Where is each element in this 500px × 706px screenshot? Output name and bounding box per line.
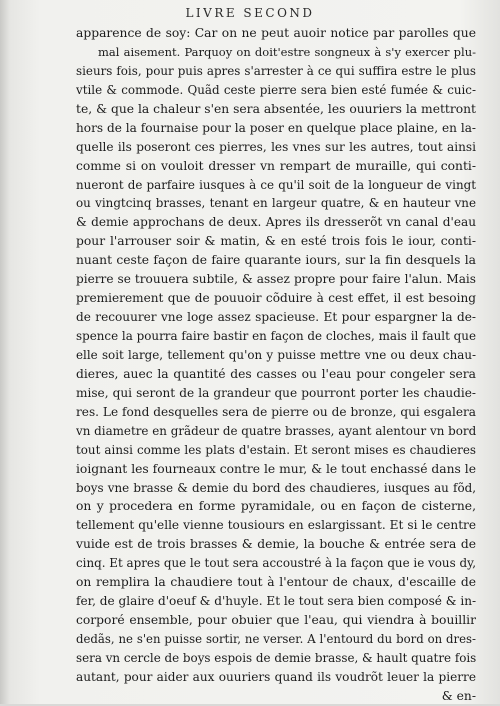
text-line: on remplira la chaudiere tout à l'entour de chaux, d'escaille de [76,575,476,590]
text-line: tellement qu'elle vienne tousiours en eslargissant. Et si le centre [76,518,476,533]
text-line: autant, pour aider aux ouuriers quand ils voudrõt leuer la pierre [76,669,476,684]
text-line: sieurs fois, pour puis apres s'arrester à ce qui suffira estre le plus [76,63,476,78]
text-line: te, & que la chaleur s'en sera absentée, les ouuriers la mettront [76,101,476,116]
text-line: hors de la fournaise pour la poser en quelque place plaine, en la- [76,120,476,135]
text-line: comme si on vouloit dresser vn rempart de muraille, qui conti- [76,158,476,173]
text-line: apparence de soy: Car on ne peut auoir notice par parolles que [76,26,476,40]
text-line: dieres, auec la quantité des casses ou l'eau pour congeler sera [76,366,476,381]
text-line: corporé ensemble, pour obuier que l'eau, qui viendra à bouillir [76,613,476,628]
catchword: & en- [441,688,476,703]
text-line: pierre se trouuera subtile, & assez propre pour faire l'alun. Mais [76,272,476,287]
text-line: res. Le fond desquelles sera de pierre ou de bronze, qui esgalera [76,404,476,419]
text-block [76,24,476,706]
text-line: nuant ceste façon de faire quarante iours, sur la fin desquels la [76,253,476,268]
text-line: de recouurer vne loge assez spacieuse. Et pour espargner la de- [76,310,476,325]
text-line: nueront de parfaire iusques à ce qu'il soit de la longueur de vingt [76,177,476,192]
text-line: ou vingtcinq brasses, tenant en largeur quatre, & en hauteur vne [76,196,476,211]
text-line: mal aisement. Parquoy on doit'estre songneux à s'y exercer plu- [98,44,476,59]
text-line: vn diametre en grãdeur de quatre brasses, ayant alentour vn bord [76,423,476,438]
text-line: sera vn cercle de boys espois de demie brasse, & hault quatre fois [76,650,476,665]
text-line: elle soit large, tellement qu'on y puisse mettre vne ou deux chau- [76,347,476,362]
text-line: cinq. Et apres que le tout sera accoustré à la façon que ie vous dy, [76,556,476,571]
text-line: fer, de glaire d'oeuf & d'huyle. Et le tout sera bien composé & in- [76,594,476,609]
text-line: mise, qui seront de la grandeur que pourront porter les chaudie- [76,385,476,400]
text-line: pour l'arrouser soir & matin, & en esté trois fois le iour, conti- [76,234,476,249]
text-line: premierement que de pouuoir cõduire à cest effet, il est besoing [76,291,476,306]
text-line: tout ainsi comme les plats d'estain. Et seront mises es chaudieres [76,442,476,457]
text-line: ioignant les fourneaux contre le mur, & le tout enchassé dans le [76,461,476,476]
text-line: dedãs, ne s'en puisse sortir, ne verser. A l'entourd du bord on dres- [76,632,476,646]
text-line: quelle ils poseront ces pierres, les vnes sur les autres, tout ainsi [76,139,476,154]
text-line: boys vne brasse & demie du bord des chaudieres, iusques au fõd, [76,480,476,495]
running-head: LIVRE SECOND [185,6,315,20]
text-line: spence la pourra faire bastir en façon de cloches, mais il fault que [76,329,476,343]
text-line: & demie approchans de deux. Apres ils dresserõt vn canal d'eau [76,215,476,230]
text-line: vuide est de trois brasses & demie, la bouche & entrée sera de [76,537,476,552]
text-line: on y procedera en forme pyramidale, ou en façon de cisterne, [76,499,476,514]
text-line: vtile & commode. Quãd ceste pierre sera bien esté fumée & cuic- [76,82,476,97]
